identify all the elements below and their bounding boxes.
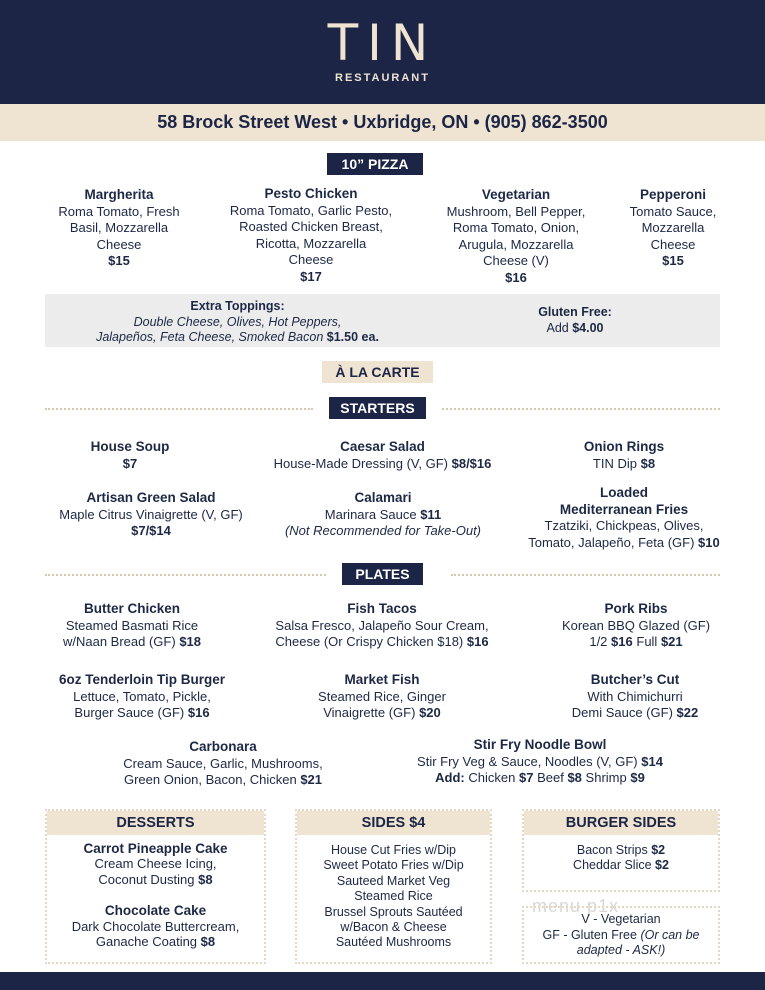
item-desc: Mozzarella bbox=[641, 220, 705, 235]
item-price: $8 bbox=[198, 871, 213, 887]
gluten-free-option bbox=[500, 305, 650, 336]
item-desc: Tomato Sauce, bbox=[629, 203, 717, 219]
pizza-margherita bbox=[38, 187, 200, 270]
item-name: House Soup bbox=[90, 439, 170, 454]
item-desc: With Chimichurri bbox=[587, 688, 683, 704]
item-name: Mediterranean Fries bbox=[559, 501, 689, 517]
item-desc: Dark Chocolate Buttercream, bbox=[71, 918, 240, 934]
plate-butchers-cut bbox=[545, 672, 725, 722]
starter-house-soup bbox=[50, 439, 210, 472]
legend-note: (Or can be bbox=[640, 927, 700, 942]
item-desc: House-Made Dressing (V, GF) bbox=[273, 455, 448, 471]
item-desc: Basil, Mozzarella bbox=[69, 220, 169, 235]
item-price: $18 bbox=[179, 634, 202, 649]
starter-caesar-salad bbox=[237, 439, 528, 472]
gluten-free-price: $4.00 bbox=[572, 320, 604, 335]
plate-butter-chicken bbox=[38, 601, 226, 651]
item-desc: Marinara Sauce bbox=[324, 506, 417, 522]
extra-toppings-price: $1.50 ea. bbox=[326, 330, 379, 344]
item-name: Fish Tacos bbox=[347, 601, 417, 616]
item-price: $15 bbox=[662, 253, 684, 268]
item-desc: Cheese bbox=[650, 236, 696, 252]
item-price: $16 bbox=[505, 269, 527, 285]
a-la-carte-heading: À LA CARTE bbox=[322, 361, 433, 383]
restaurant-subtitle: RESTAURANT bbox=[335, 72, 430, 84]
item-desc: Lettuce, Tomato, Pickle, bbox=[73, 688, 211, 704]
extra-toppings-line: Jalapeños, Feta Cheese, Smoked Bacon bbox=[96, 330, 324, 344]
side-item: Steamed Rice bbox=[354, 889, 433, 904]
burger-side-item: Bacon Strips bbox=[576, 843, 648, 857]
item-desc: w/Naan Bread (GF) bbox=[62, 634, 176, 649]
header-band bbox=[0, 0, 765, 104]
item-desc: TIN Dip bbox=[592, 455, 637, 471]
starter-mediterranean-fries bbox=[508, 485, 740, 551]
item-name: Artisan Green Salad bbox=[86, 490, 216, 505]
desserts-box bbox=[45, 809, 266, 964]
divider bbox=[45, 574, 326, 576]
item-desc: Steamed Basmati Rice bbox=[65, 617, 199, 633]
add-label: Add: bbox=[435, 770, 465, 785]
plate-tenderloin-burger bbox=[30, 672, 254, 722]
plates-heading: PLATES bbox=[342, 563, 423, 585]
extra-toppings bbox=[65, 299, 410, 346]
item-name: Margherita bbox=[84, 187, 154, 202]
item-desc: Cream Cheese Icing, bbox=[94, 856, 217, 872]
item-desc: Cheese (Or Crispy Chicken $18) bbox=[275, 634, 464, 649]
item-name: Loaded bbox=[599, 485, 648, 500]
item-name: Calamari bbox=[354, 490, 412, 505]
item-desc: Vinaigrette (GF) bbox=[323, 705, 416, 720]
item-desc: Green Onion, Bacon, Chicken bbox=[123, 772, 297, 787]
gluten-free-add: Add bbox=[546, 320, 569, 335]
item-price: $20 bbox=[419, 705, 441, 720]
side-item: House Cut Fries w/Dip bbox=[330, 843, 457, 857]
item-desc: Mushroom, Bell Pepper, bbox=[446, 203, 586, 219]
gluten-free-title: Gluten Free: bbox=[538, 305, 612, 319]
legend-note: adapted - ASK!) bbox=[576, 943, 666, 957]
desserts-heading: DESSERTS bbox=[47, 811, 264, 835]
pizza-vegetarian bbox=[427, 187, 605, 286]
plate-market-fish bbox=[287, 672, 477, 722]
item-price: $2 bbox=[651, 843, 666, 857]
divider bbox=[451, 574, 720, 576]
item-desc: Roma Tomato, Garlic Pesto, bbox=[229, 202, 393, 218]
item-desc: Demi Sauce (GF) bbox=[571, 705, 673, 720]
addon-price: $7 bbox=[518, 770, 534, 785]
side-item: Sautéed Mushrooms bbox=[335, 935, 452, 950]
item-desc: Steamed Rice, Ginger bbox=[318, 688, 446, 704]
legend-vegetarian: V - Vegetarian bbox=[581, 912, 661, 926]
item-desc: Roasted Chicken Breast, bbox=[239, 219, 383, 234]
item-name: Butcher’s Cut bbox=[590, 672, 680, 687]
item-price: $7/$14 bbox=[131, 523, 171, 538]
extra-toppings-title: Extra Toppings: bbox=[190, 299, 285, 313]
item-price: $21 bbox=[300, 772, 323, 787]
item-price: $8/$16 bbox=[451, 455, 492, 471]
plate-carbonara bbox=[98, 739, 348, 789]
item-price: $11 bbox=[420, 506, 442, 522]
address-bar: 58 Brock Street West • Uxbridge, ON • (905) 862-3500 bbox=[0, 104, 765, 141]
item-name: Carrot Pineapple Cake bbox=[83, 841, 228, 856]
addon-price: $9 bbox=[630, 770, 645, 785]
addon-price: $8 bbox=[567, 770, 582, 785]
item-note: (Not Recommended for Take-Out) bbox=[284, 523, 482, 538]
item-price: $14 bbox=[641, 753, 663, 769]
starters-heading: STARTERS bbox=[329, 397, 426, 419]
pizza-extras-panel bbox=[45, 294, 720, 347]
sides-heading: SIDES $4 bbox=[297, 811, 490, 835]
burger-sides-box bbox=[522, 809, 720, 892]
addon-name: Shrimp bbox=[585, 770, 627, 785]
item-name: Butter Chicken bbox=[83, 601, 181, 616]
sides-box bbox=[295, 809, 492, 964]
item-price: $8 bbox=[200, 934, 216, 950]
side-item: w/Bacon & Cheese bbox=[340, 920, 447, 935]
item-desc: Cheese (V) bbox=[483, 253, 549, 268]
pizza-pepperoni bbox=[612, 187, 734, 270]
item-size: 1/2 bbox=[589, 634, 608, 649]
item-name: Chocolate Cake bbox=[104, 903, 207, 919]
item-price: $15 bbox=[108, 253, 130, 268]
item-name: 6oz Tenderloin Tip Burger bbox=[58, 672, 225, 687]
item-price: $16 bbox=[611, 634, 633, 649]
item-desc: Stir Fry Veg & Sauce, Noodles (V, GF) bbox=[417, 753, 638, 769]
pizza-heading: 10” PIZZA bbox=[327, 153, 423, 175]
item-price: $7 bbox=[122, 455, 138, 471]
starter-onion-rings bbox=[548, 439, 700, 472]
divider bbox=[442, 408, 720, 410]
item-desc: Coconut Dusting bbox=[98, 871, 195, 887]
restaurant-logo: TIN bbox=[327, 14, 438, 72]
starter-calamari bbox=[262, 490, 504, 540]
item-name: Vegetarian bbox=[481, 187, 551, 202]
pizza-pesto-chicken bbox=[212, 186, 410, 285]
item-name: Stir Fry Noodle Bowl bbox=[473, 737, 607, 752]
item-price: $22 bbox=[676, 705, 699, 720]
burger-sides-heading: BURGER SIDES bbox=[524, 811, 718, 835]
item-desc: Tomato, Jalapeño, Feta (GF) bbox=[528, 534, 695, 550]
item-desc: Tzatziki, Chickpeas, Olives, bbox=[544, 518, 704, 533]
item-name: Caesar Salad bbox=[340, 439, 425, 454]
item-name: Pepperoni bbox=[639, 187, 706, 202]
addon-name: Beef bbox=[537, 770, 564, 785]
item-name: Pesto Chicken bbox=[264, 186, 358, 201]
plate-pork-ribs bbox=[538, 601, 734, 651]
legend-gluten-free: GF - Gluten Free bbox=[542, 927, 637, 942]
item-price: $21 bbox=[660, 634, 683, 649]
footer-band bbox=[0, 972, 765, 990]
plate-stir-fry-bowl bbox=[390, 737, 690, 787]
item-desc: Cheese bbox=[288, 252, 334, 267]
item-name: Pork Ribs bbox=[604, 601, 668, 616]
divider bbox=[45, 408, 313, 410]
addon-name: Chicken bbox=[468, 770, 516, 785]
item-desc: Maple Citrus Vinaigrette (V, GF) bbox=[59, 506, 243, 522]
item-price: $10 bbox=[698, 534, 720, 550]
item-desc: Cheese bbox=[96, 236, 142, 252]
side-item: Sweet Potato Fries w/Dip bbox=[323, 858, 464, 873]
extra-toppings-line: Double Cheese, Olives, Hot Peppers, bbox=[133, 314, 342, 329]
watermark: menu p1x bbox=[532, 896, 620, 916]
item-desc: Roma Tomato, Fresh bbox=[58, 203, 180, 219]
item-name: Carbonara bbox=[189, 739, 257, 754]
plate-fish-tacos bbox=[250, 601, 514, 651]
item-desc: Korean BBQ Glazed (GF) bbox=[561, 617, 711, 633]
item-name: Onion Rings bbox=[583, 439, 665, 454]
item-desc: Ricotta, Mozzarella bbox=[255, 235, 367, 251]
item-name: Market Fish bbox=[344, 672, 420, 687]
item-price: $2 bbox=[655, 858, 669, 873]
item-price: $17 bbox=[300, 268, 322, 284]
side-item: Sauteed Market Veg bbox=[336, 873, 451, 888]
item-desc: Salsa Fresco, Jalapeño Sour Cream, bbox=[275, 617, 489, 633]
burger-side-item: Cheddar Slice bbox=[573, 858, 652, 873]
item-desc: Arugula, Mozzarella bbox=[458, 236, 574, 252]
item-price: $8 bbox=[640, 455, 656, 471]
dietary-legend bbox=[522, 906, 720, 964]
item-desc: Ganache Coating bbox=[95, 934, 198, 950]
item-price: $16 bbox=[466, 634, 489, 649]
starter-green-salad bbox=[38, 490, 264, 540]
item-desc: Cream Sauce, Garlic, Mushrooms, bbox=[123, 755, 323, 771]
item-price: $16 bbox=[187, 705, 210, 720]
item-desc: Roma Tomato, Onion, bbox=[452, 220, 580, 235]
item-size: Full bbox=[636, 634, 658, 649]
item-desc: Burger Sauce (GF) bbox=[74, 705, 185, 720]
side-item: Brussel Sprouts Sautéed bbox=[324, 904, 463, 919]
